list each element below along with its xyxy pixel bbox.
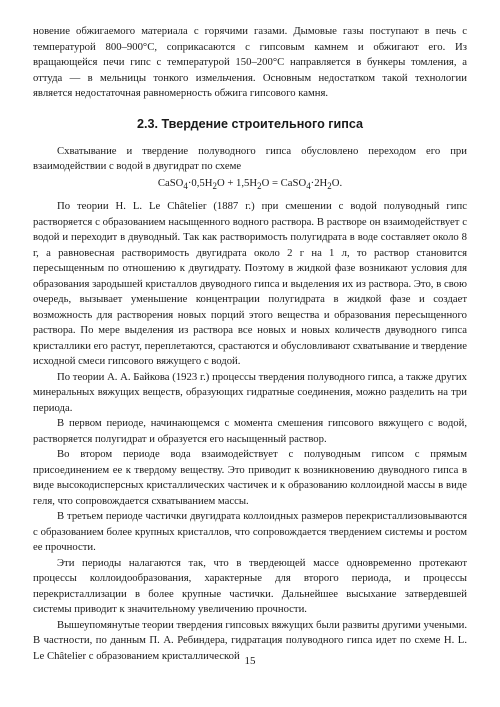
paragraph-setting-intro: Схватывание и твердение полуводного гипса обусловлено переходом его при взаимодействии с водой в двугидрат по схеме <box>33 144 467 172</box>
paragraph-overlapping-periods: Эти периоды налагаются так, что в твердеющей массе одновременно протекают процессы коллоидообразования, характерные для второго периода, и процессы перекристаллизации в более крупные частички. Дальнейшее высыхание затвердевшей системы приводит к значительному увеличению прочности. <box>33 556 467 616</box>
page-number: 15 <box>244 655 256 667</box>
formula-subscript: 2 <box>257 180 262 191</box>
formula-part: O + 1,5H <box>216 176 258 189</box>
formula-part: CaSO <box>157 176 184 189</box>
paragraph-first-period: В первом периоде, начинающемся с момента смешения гипсового вяжущего с водой, растворяется полугидрат и образуется его насыщенный раствор. <box>33 417 467 445</box>
paragraph-second-period: Во втором периоде вода взаимодействует с полуводным гипсом с прямым присоединением ее к твердому веществу. Это приводит к возникновению двуводного гипса в виде высокодисперсных кристаллических частичек и к образованию коллоидной массы в виде геля, что сопровождается схватыванием массы. <box>33 448 467 507</box>
formula-subscript: 2 <box>327 180 332 191</box>
intro-paragraph: новение обжигаемого материала с горячими газами. Дымовые газы поступают в печь с температурой 800–900°C, соприкасаются с гипсовым камнем и обжигают его. Из вращающейся печи гипс с температурой 150–200°C направляется в бункеры томления, а оттуда — в мельницы тонкого измельчения. Основным недостатком такой технологии является недостаточная равномерность обжига гипсового камня. <box>33 25 467 99</box>
paragraph-rebinder: Вышеупомянутые теории твердения гипсовых вяжущих были развиты другими учеными. В частности, по данным П. А. Ребиндера, гидратация полуводного гипса идет по схеме H. L. Le Châtelier с образованием кристаллической <box>33 618 467 662</box>
formula-subscript: 2 <box>212 180 217 191</box>
formula-part: O. <box>331 176 343 189</box>
section-heading: 2.3. Твердение строительного гипса <box>136 116 364 131</box>
paragraph-third-period: В третьем периоде частички двугидрата коллоидных размеров перекристаллизовываются с образованием более крупных кристаллов, что сопровождается твердением системы и ростом ее прочности. <box>33 510 467 554</box>
formula-subscript: 4 <box>183 180 188 191</box>
formula-subscript: 4 <box>306 180 311 191</box>
paragraph-le-chatelier-theory: По теории H. L. Le Châtelier (1887 г.) при смешении с водой полуводный гипс растворяется с образованием насыщенного водного раствора. В растворе он взаимодействует с водой и переходит в двуводный. Так как растворимость полугидрата в воде составляет около 8 г, а равновесная растворимость двугидрата около 2 г на 1 л, то раствор становится пересыщенным по отношению к двугидрату. Поэтому в жидкой фазе возникают условия для образования зародышей кристаллов двуводного гипса и выделения их из раствора. Это, в свою очередь, вызывает уменьшение концентрации полугидрата в жидкой фазе и создает возможность для растворения новых порций этого вещества и образования пересыщенного раствора. По мере выделения из раствора все новых и новых количеств двуводного гипса кристаллики его растут, переплетаются, срастаются и обусловливают схватывание и твердение исходной смеси гипсового вяжущего с водой. <box>33 200 467 368</box>
formula-part: ·0,5H <box>187 176 213 189</box>
formula-part: ·2H <box>310 176 328 189</box>
page-body <box>33 24 467 664</box>
formula-part: O = CaSO <box>261 176 307 189</box>
reaction-formula <box>33 176 467 195</box>
paragraph-baykov-theory: По теории А. А. Байкова (1923 г.) процессы твердения полуводного гипса, а также других минеральных вяжущих веществ, образующих гидратные соединения, можно разделить на три периода. <box>33 370 467 414</box>
